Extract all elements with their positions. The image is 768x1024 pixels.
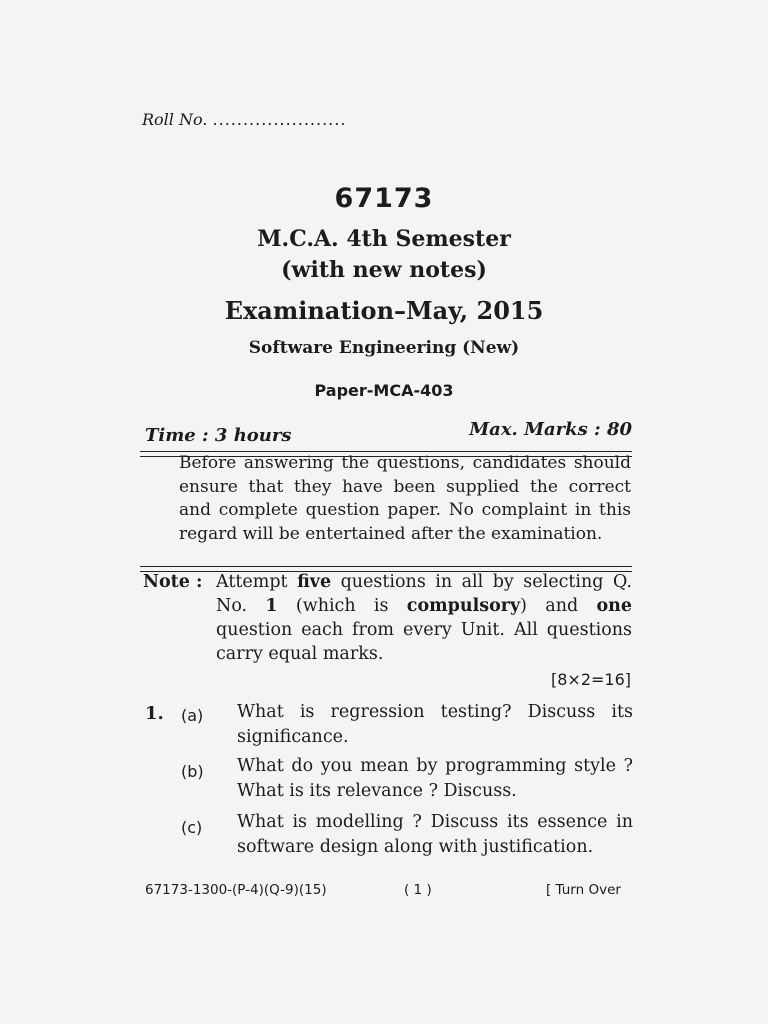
divider-bottom [140,566,632,567]
part-b-label: (b) [181,762,204,781]
question-number: 1. [145,703,164,724]
part-b-text: What do you mean by programming style ? What is its relevance ? Discuss. [237,756,633,801]
part-c-label: (c) [181,818,203,837]
footer-page-number: ( 1 ) [404,882,432,898]
roll-number-label: Roll No. [142,110,208,129]
course-notes: (with new notes) [281,257,487,283]
time-allowed: Time : 3 hours [145,425,292,446]
note-emphasis: one [596,596,633,616]
part-a-label: (a) [181,706,204,725]
max-marks: Max. Marks : 80 [469,419,632,440]
footer-turn-over: [ Turn Over [546,882,621,898]
note-text [216,570,632,666]
subject-title: Software Engineering (New) [248,338,520,358]
note-emphasis: five [297,572,332,592]
part-a-text: What is regression testing? Discuss its significance. [237,702,633,747]
note-text-part: questions in all by selecting Q. No. [216,572,632,616]
exam-title: Examination–May, 2015 [224,296,544,325]
note-text-part: Attempt [216,572,298,592]
note-emphasis: compulsory [406,596,521,616]
note-text-part: question each from every Unit. All questions carry equal marks. [216,620,632,664]
paper-number: Paper-MCA-403 [314,381,454,400]
note-text-part: ) and [520,596,597,616]
marks-distribution: [8×2=16] [550,670,631,689]
footer-code: 67173-1300-(P-4)(Q-9)(15) [145,882,327,898]
paper-code: 67173 [334,183,434,214]
note-emphasis: 1 [265,596,278,616]
instructions-block: Before answering the questions, candidates should ensure that they have been supplied the correct and complete question paper. No complaint in this regard will be entertained after the examination. [179,453,631,544]
course-title: M.C.A. 4th Semester [257,226,511,252]
roll-number-line [142,110,346,129]
roll-number-blank: ...................... [212,110,347,129]
part-c-text: What is modelling ? Discuss its essence in software design along with justification. [237,812,633,857]
note-label: Note : [143,572,203,592]
note-text-part: (which is [277,596,407,616]
